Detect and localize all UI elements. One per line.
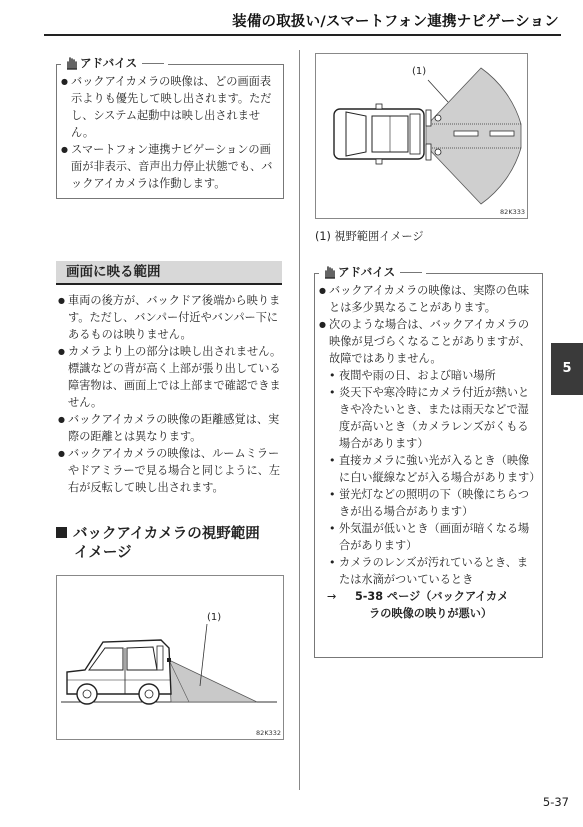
advice-item: ● スマートフォン連携ナビゲーションの画面が非表示、音声出力停止状態でも、バックアイカメラは作動します。 xyxy=(61,141,279,192)
list-item: ● カメラより上の部分は映し出されません。標識などの背が高く上部が張り出している障害物は、画面上では上部まで確認できません。 xyxy=(58,343,286,411)
advice-item: ● バックアイカメラの映像は、どの画面表示よりも優先して映し出されます。ただし、システム起動中は映し出されません。 xyxy=(61,73,279,141)
advice-item: ● バックアイカメラの映像は、実際の色味とは多少異なることがあります。 xyxy=(319,282,539,316)
advice-label xyxy=(319,264,426,280)
sub-item: • カメラのレンズが汚れているとき、または水滴がついているとき xyxy=(319,554,539,588)
advice-label xyxy=(61,55,168,71)
figure-caption: (1) 視野範囲イメージ xyxy=(315,230,424,243)
sub-item: • 直接カメラに強い光が入るとき（映像に白い縦線などが入る場合があります） xyxy=(319,452,539,486)
top-view-illustration xyxy=(316,54,527,218)
side-view-figure xyxy=(56,575,284,740)
sub-item: • 蛍光灯などの照明の下（映像にちらつきが出る場合があります） xyxy=(319,486,539,520)
sub-item: • 外気温が低いとき（画面が暗くなる場合があります） xyxy=(319,520,539,554)
section-heading: 画面に映る範囲 xyxy=(56,261,282,283)
figure-label: (1) xyxy=(412,66,427,77)
header-rule xyxy=(44,34,561,36)
advice-box-right xyxy=(314,265,543,658)
page-reference[interactable]: → 5-38 ページ（バックアイカメ ラの映像の映りが悪い） xyxy=(327,590,509,620)
list-item: ● 車両の後方が、バックドア後端から映ります。ただし、バンパー付近やバンパー下にあるものは映りません。 xyxy=(58,292,286,343)
advice-item: ● 次のような場合は、バックアイカメラの映像が見づらくなることがありますが、故障ではありません。 xyxy=(319,316,539,367)
advice-box-left xyxy=(56,56,284,199)
figure-code: 82K332 xyxy=(256,729,281,737)
side-view-illustration xyxy=(57,576,283,739)
advice-hand-icon xyxy=(65,56,79,70)
advice-label-text: アドバイス xyxy=(80,56,138,70)
view-range-heading: バックアイカメラの視野範囲 イメージ xyxy=(56,525,286,563)
figure-label: (1) xyxy=(207,612,222,623)
advice-hand-icon xyxy=(323,265,337,279)
sub-item: • 夜間や雨の日、および暗い場所 xyxy=(319,367,539,384)
square-bullet-icon xyxy=(56,527,67,538)
header-title: 装備の取扱い/スマートフォン連携ナビゲーション xyxy=(232,14,559,30)
sub-item: • 炎天下や寒冷時にカメラ付近が熱いときや冷たいとき、または雨天などで湿度が高いとき（カメラレンズがくもる場合があります） xyxy=(319,384,539,452)
section-list xyxy=(58,292,286,496)
chapter-tab: 5 xyxy=(551,343,583,395)
figure-code: 82K333 xyxy=(500,208,525,216)
advice-label-text: アドバイス xyxy=(338,265,396,279)
arrow-icon: → xyxy=(327,590,337,603)
list-item: ● バックアイカメラの映像の距離感覚は、実際の距離とは異なります。 xyxy=(58,411,286,445)
list-item: ● バックアイカメラの映像は、ルームミラーやドアミラーで見る場合と同じように、左右が反転して映し出されます。 xyxy=(58,445,286,496)
column-divider xyxy=(299,50,300,790)
page-number: 5-37 xyxy=(542,795,569,809)
top-view-figure xyxy=(315,53,528,219)
